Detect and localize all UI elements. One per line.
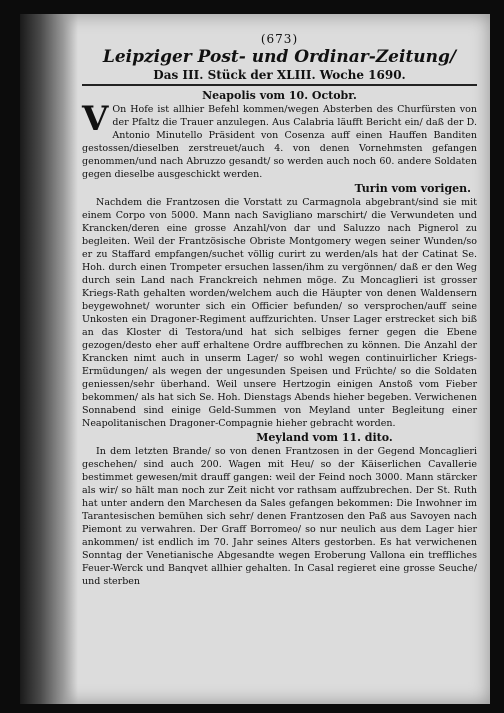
article-neapolis-text: On Hofe ist allhier Befehl kommen/wegen Absterben des Churfürsten von der Pfaltz die Trauer anzulegen. Aus Calabria läufft Bericht ein/ daß der D. Antonio Minutello Präsident von Cosenza auff einen Hauffen Banditen gestossen/dieselben zerstreuet/auch 4. von denen Vornehmsten gefangen genommen/und nach Abruzzo gesandt/ so werden auch noch 60. andere Soldaten gegen dieselbe ausgeschickt werden. [82, 104, 477, 180]
dateline-neapolis: Neapolis vom 10. Octobr. [202, 89, 357, 102]
article-turin: Nachdem die Frantzosen die Vorstatt zu Carmagnola abgebrant/sind sie mit einem Corpo von 5000. Mann nach Savigliano marschirt/ die Verwundeten und Krancken/deren eine grosse Anzahl/von dar und Saluzzo nach Pignerol zu begleiten. Weil der Frantzösische Obriste Montgomery wegen seiner Wunden/so er zu Staffard empfangen/suchet völlig curirt zu werden/als hat der Catinat Se. Hoh. durch einen Trompeter ersuchen lassen/ihm zu vergönnen/ daß er den Weg durch sein Land nach Franckreich nehmen möge. Zu Moncaglieri ist grosser Kriegs-Rath gehalten worden/welchem auch die Häupter von denen Waldensern beygewohnet/ worunter sich ein Officier befunden/ so versprochen/auff seine Unkosten ein Dragoner-Regiment auffzurichten. Unser Lager erstrecket sich biß an das Kloster di Testora/und hat sich selbiges ferner gegen die Ebene gezogen/desto eher auff erhaltene Ordre auffbrechen zu können. Die Anzahl der Krancken nimt auch in unserm Lager/ so wohl wegen continuirlicher Kriegs-Ermüdungen/ als wegen der ungesunden Speisen und Früchte/ so die Soldaten geniessen/sehr überhand. Weil unsere Hertzogin einigen Anstoß vom Fieber bekommen/ als hat sich Se. Hoh. Dienstags Abends hieher begeben. Verwichenen Sonnabend sind einige Geld-Summen von Meyland unter Begleitung einer Neapolitanischen Dragoner-Compagnie hieher gebracht worden. [82, 197, 477, 429]
page-content [82, 32, 477, 589]
article-neapolis [82, 99, 477, 181]
page-number: (673) [260, 32, 299, 46]
newspaper-title: Leipziger Post- und Ordinar-Zeitung/ [102, 47, 457, 67]
article-meyland: In dem letzten Brande/ so von denen Frantzosen in der Gegend Moncaglieri geschehen/ sind auch 200. Wagen mit Heu/ so der Käiserlichen Cavallerie bestimmet gewesen/mit drauff gangen: weil der Feind noch 3000. Mann stärcker als wir/ so hält man noch zur Zeit nicht vor rathsam auffzubrechen. Der St. Ruth hat unter andern den Marchesen da Sales gefangen bekommen: Die Inwohner im Tarantesischen bemühen sich sehr/ denen Frantzosen den Paß aus Savoyen nach Piemont zu verwahren. Der Graff Borromeo/ so nur neulich aus dem Lager hier ankommen/ ist endlich im 70. Jahr seines Alters gestorben. Es hat verwichenen Sonntag der Venetianische Abgesandte wegen Eroberung Vallona ein treffliches Feuer-Werck und Banqvet allhier gehalten. In Casal regieret eine grosse Seuche/ und sterben [82, 446, 477, 587]
newspaper-page [20, 14, 490, 704]
dateline-meyland: Meyland vom 11. dito. [256, 431, 393, 444]
book-binding-shadow [20, 14, 78, 704]
dateline-turin: Turin vom vorigen. [354, 182, 471, 195]
drop-initial: V [82, 99, 109, 139]
issue-line: Das III. Stück der XLIII. Woche 1690. [82, 68, 477, 86]
